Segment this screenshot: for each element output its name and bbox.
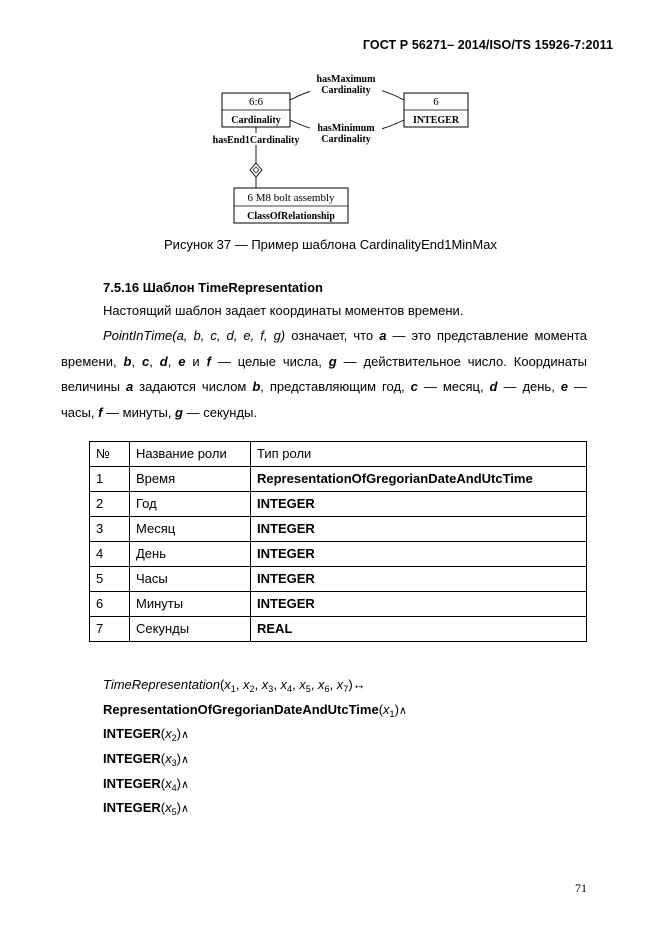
- row-role-name: Минуты: [130, 592, 251, 617]
- left-box-value: 6:6: [248, 96, 264, 108]
- formula-line-6: $INTEGER(x_5)\wedge$: [103, 800, 190, 817]
- table-row: [90, 517, 587, 542]
- row-number: 4: [90, 542, 130, 567]
- paragraph-intro: Настоящий шаблон задает координаты моментов времени.: [103, 303, 464, 318]
- has-maximum-label-2: Cardinality: [321, 85, 371, 96]
- row-role-name: Секунды: [130, 617, 251, 642]
- row-role-type: REAL: [251, 617, 587, 642]
- row-number: 2: [90, 492, 130, 517]
- row-number: 3: [90, 517, 130, 542]
- formula-line-4: $INTEGER(x_3)\wedge$: [103, 751, 190, 768]
- right-box-value: 6: [433, 96, 439, 108]
- paragraph-definition: PointInTime(a, b, c, d, e, f, g) означает, что a — это представление момента времени, b, c, d, e и f — целые числа, g — действительное число. Координаты величины a задаются числом b, представляющим год, c — месяц, d — день, e — часы, f — минуты, g — секунды.: [61, 328, 588, 420]
- cardinality-diagram: [200, 70, 500, 230]
- row-role-name: День: [130, 542, 251, 567]
- table-row: [90, 467, 587, 492]
- has-end1-label: hasEnd1Cardinality: [212, 135, 300, 146]
- row-role-name: Год: [130, 492, 251, 517]
- row-number: 7: [90, 617, 130, 642]
- row-role-type: INTEGER: [251, 517, 587, 542]
- table-row: [90, 542, 587, 567]
- bottom-box-type: ClassOfRelationship: [247, 211, 335, 222]
- row-role-type: INTEGER: [251, 592, 587, 617]
- formula-line-3: $INTEGER(x_2)\wedge$: [103, 726, 190, 743]
- table-row: [90, 567, 587, 592]
- left-box-type: Cardinality: [231, 115, 281, 126]
- header-number: №: [90, 442, 130, 467]
- row-role-name: Часы: [130, 567, 251, 592]
- table-row: [90, 592, 587, 617]
- row-role-type: INTEGER: [251, 542, 587, 567]
- row-number: 1: [90, 467, 130, 492]
- section-heading: 7.5.16 Шаблон TimeRepresentation: [103, 280, 323, 295]
- formula-line-2: $RepresentationOfGregorianDateAndUtcTime(x_1)\wedge$: [103, 702, 407, 719]
- header-role-type: Тип роли: [251, 442, 587, 467]
- document-header: ГОСТ Р 56271– 2014/ISO/TS 15926-7:2011: [362, 38, 613, 52]
- bottom-box-name: 6 M8 bolt assembly: [247, 192, 335, 204]
- row-number: 6: [90, 592, 130, 617]
- table-row: [90, 617, 587, 642]
- row-role-type: INTEGER: [251, 567, 587, 592]
- has-minimum-label-2: Cardinality: [321, 134, 371, 145]
- table-header-row: [90, 442, 587, 467]
- has-minimum-label: hasMinimum: [317, 123, 375, 134]
- page-number: 71: [575, 881, 587, 895]
- row-role-type: RepresentationOfGregorianDateAndUtcTime: [251, 467, 587, 492]
- header-role-name: Название роли: [130, 442, 251, 467]
- row-role-name: Месяц: [130, 517, 251, 542]
- right-box-type: INTEGER: [412, 115, 460, 126]
- figure-caption: Рисунок 37 — Пример шаблона CardinalityEnd1MinMax: [164, 237, 497, 252]
- roles-table: [89, 441, 587, 642]
- formula-line-5: $INTEGER(x_4)\wedge$: [103, 776, 190, 793]
- row-role-name: Время: [130, 467, 251, 492]
- formula-line-1: $TimeRepresentation(x_1$, $x_2$, $x_3$, $x_4$, $x_5$, $x_6$, $x_7)\leftrightarrow$: [103, 677, 366, 694]
- row-number: 5: [90, 567, 130, 592]
- has-maximum-label: hasMaximum: [316, 74, 376, 85]
- table-row: [90, 492, 587, 517]
- row-role-type: INTEGER: [251, 492, 587, 517]
